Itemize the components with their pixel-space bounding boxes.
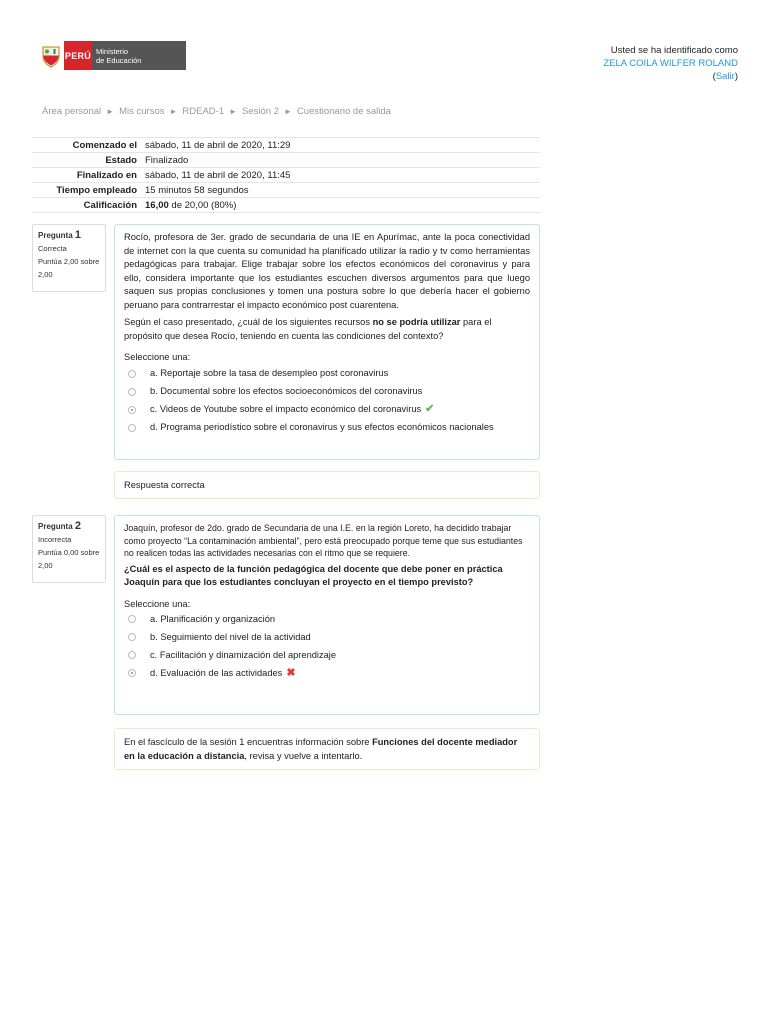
q2-option-d[interactable]	[124, 664, 530, 682]
summary-value	[145, 198, 540, 213]
summary-row-grade	[32, 198, 540, 213]
question-2-select-label: Seleccione una:	[124, 598, 191, 609]
summary-value: sábado, 11 de abril de 2020, 11:29	[145, 138, 540, 153]
breadcrumb-my-courses[interactable]: Mis cursos	[119, 106, 165, 117]
feedback-text: Respuesta correcta	[124, 480, 205, 490]
option-label: b. Seguimiento del nivel de la actividad	[150, 631, 311, 642]
q1-option-b[interactable]	[124, 383, 530, 401]
question-2-status: Incorrecta	[38, 535, 72, 544]
summary-label: Calificación	[32, 198, 145, 213]
logo-ministry	[92, 41, 186, 70]
question-1-status: Correcta	[38, 244, 67, 253]
breadcrumb-separator-icon: ►	[169, 107, 178, 116]
q2-option-a[interactable]	[124, 610, 530, 628]
question-1-text: Rocío, profesora de 3er. grado de secundaria de una IE en Apurímac, ante la poca conectividad de internet con la que cuenta su comunidad ha planificado utilizar la radio y tv como herramientas pedagógicas para trabajar. Elige trabajar sobre los efectos económicos del coronavirus y para ello, considera importante que los estudiantes escuchen diversos argumentos para que luego saquen sus propias conclusiones y tomen una postura sobre lo que debería hacer el gobierno peruano para contrarrestar el impacto económico post cuarentena.	[124, 232, 530, 310]
question-1-content	[114, 224, 540, 460]
question-number: 1	[74, 229, 82, 241]
breadcrumb-current: Cuestionario de salida	[296, 106, 391, 117]
summary-label: Comenzado el	[32, 138, 145, 153]
option-label: a. Reportaje sobre la tasa de desempleo post coronavirus	[150, 367, 389, 378]
question-1-points: Puntúa 2,00 sobre 2,00	[38, 257, 100, 279]
peru-shield-icon	[38, 41, 64, 70]
correct-check-icon: ✔	[425, 402, 435, 415]
question-2-points: Puntúa 0,00 sobre 2,00	[38, 548, 100, 570]
feedback-text: En el fascículo de la sesión 1 encuentras información sobre	[124, 737, 373, 747]
summary-value: 15 minutos 58 segundos	[145, 183, 540, 198]
grade-score: 16,00	[145, 199, 169, 211]
feedback-bold: Funciones del docente mediador en la educación a distancia	[124, 737, 518, 761]
breadcrumb-separator-icon: ►	[229, 107, 238, 116]
breadcrumb-session[interactable]: Sesión 2	[242, 106, 280, 117]
incorrect-x-icon: ✖	[286, 666, 296, 679]
summary-row-finished	[32, 168, 540, 183]
prompt-bold: no se podría utilizar	[372, 317, 461, 327]
question-2-info	[32, 515, 106, 583]
q1-option-d[interactable]	[124, 419, 530, 437]
option-label: d. Evaluación de las actividades	[150, 667, 283, 678]
summary-row-started	[32, 138, 540, 153]
question-1-number	[38, 229, 100, 242]
question-1-feedback	[114, 471, 540, 499]
summary-row-state	[32, 153, 540, 168]
radio-button[interactable]	[128, 388, 136, 396]
question-1-info	[32, 224, 106, 292]
summary-value: sábado, 11 de abril de 2020, 11:45	[145, 168, 540, 183]
logo-brand: PERÚ	[64, 41, 92, 70]
option-label: c. Facilitación y dinamización del aprendizaje	[150, 649, 337, 660]
q2-option-c[interactable]	[124, 646, 530, 664]
summary-label: Finalizado en	[32, 168, 145, 183]
radio-button[interactable]	[128, 370, 136, 378]
radio-button[interactable]	[128, 651, 136, 659]
summary-label: Estado	[32, 153, 145, 168]
logout-link[interactable]: Salir	[715, 71, 735, 82]
breadcrumb-home[interactable]: Área personal	[42, 106, 102, 117]
prompt-part: para el propósito que desea Rocío, teniendo en cuenta las condiciones del contexto?	[124, 317, 492, 341]
option-label: c. Videos de Youtube sobre el impacto económico del coronavirus	[150, 403, 422, 414]
radio-button[interactable]	[128, 615, 136, 623]
radio-button-checked[interactable]	[128, 406, 136, 414]
summary-row-time	[32, 183, 540, 198]
logo-line-1: Ministerio	[96, 46, 129, 56]
option-label: a. Planificación y organización	[150, 613, 276, 624]
question-2-content	[114, 515, 540, 715]
q1-option-c[interactable]	[124, 401, 530, 419]
breadcrumb-separator-icon: ►	[106, 107, 115, 116]
q1-option-a[interactable]	[124, 365, 530, 383]
question-2-feedback	[114, 728, 540, 770]
question-1-select-label: Seleccione una:	[124, 352, 191, 362]
prompt-part: Según el caso presentado, ¿cuál de los siguientes recursos	[124, 317, 373, 327]
q2-option-b[interactable]	[124, 628, 530, 646]
user-info: Usted se ha identificado como ZELA COILA WILFER ROLAND (Salir)	[603, 45, 738, 82]
radio-button-checked[interactable]	[128, 669, 136, 677]
summary-label: Tiempo empleado	[32, 183, 145, 198]
question-2-question: ¿Cuál es el aspecto de la función pedagógica del docente que debe poner en práctica Joaquín para que los estudiantes concluyan el proyecto en el tiempo previsto?	[124, 563, 503, 587]
radio-button[interactable]	[128, 424, 136, 432]
question-1-prompt	[124, 316, 530, 343]
option-label: d. Programa periodístico sobre el coronavirus y sus efectos económicos nacionales	[150, 421, 494, 432]
breadcrumb	[42, 106, 391, 117]
question-word: Pregunta	[38, 231, 75, 240]
breadcrumb-separator-icon: ►	[284, 107, 292, 116]
question-2-text: Joaquín, profesor de 2do. grado de Secundaria de una I.E. en la región Loreto, ha decidido trabajar como proyecto “La contaminación ambiental”, pero está preocupado porque teme que sus estudiantes no realicen todas las actividades necesarias con el ritmo que se requiere.	[124, 523, 523, 558]
breadcrumb-course[interactable]: RDEAD-1	[182, 106, 225, 117]
logo-line-2: de Educación	[96, 55, 142, 65]
summary-value: Finalizado	[145, 153, 540, 168]
attempt-summary-table	[32, 137, 540, 213]
question-word: Pregunta	[38, 522, 75, 531]
option-label: b. Documental sobre los efectos socioeconómicos del coronavirus	[150, 385, 423, 396]
minedu-logo[interactable]	[38, 41, 186, 70]
grade-rest: de 20,00 (80%)	[168, 199, 237, 211]
identified-as-text: Usted se ha identificado como	[610, 45, 738, 56]
feedback-text: , revisa y vuelve a intentarlo.	[244, 751, 363, 761]
question-2-number	[38, 520, 100, 533]
radio-button[interactable]	[128, 633, 136, 641]
user-name-link[interactable]: ZELA COILA WILFER ROLAND	[603, 58, 738, 69]
question-number: 2	[74, 520, 82, 532]
